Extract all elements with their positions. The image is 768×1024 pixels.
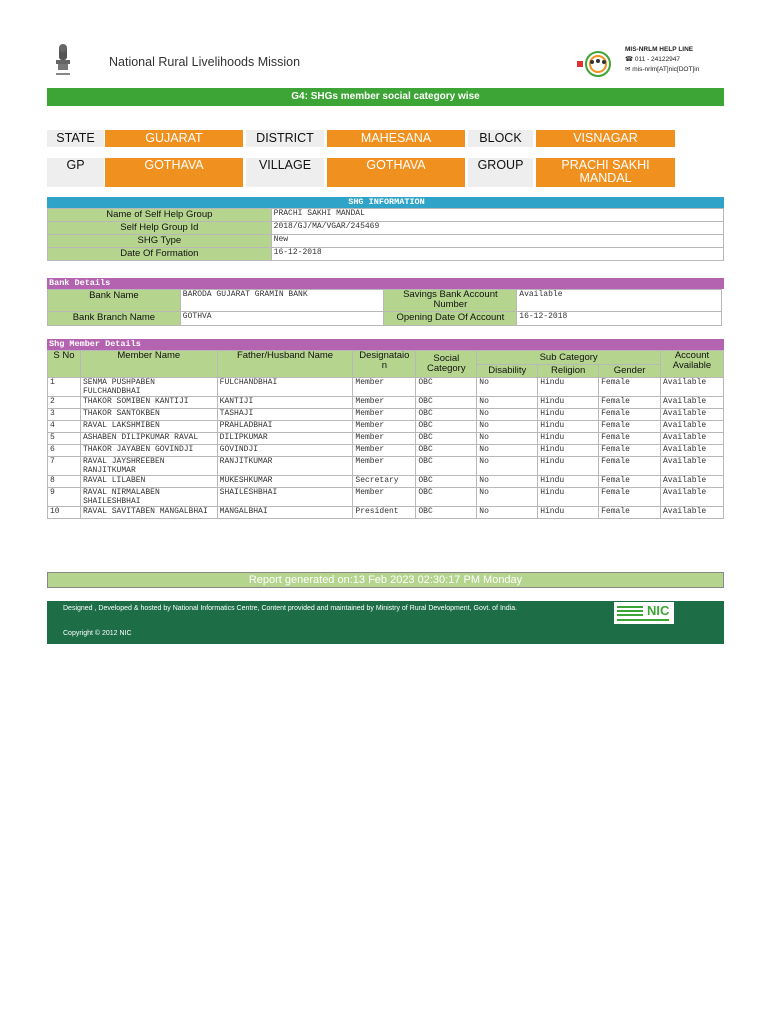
cell-religion: Hindu <box>538 488 599 507</box>
footer-credits: Designed , Developed & hosted by National Informatics Centre, Content provided and maintained by Ministry of Rural Development, Govt. of India. <box>63 605 518 612</box>
member-details-heading: Shg Member Details <box>47 339 724 350</box>
cell-account: Available <box>661 397 724 409</box>
cell-religion: Hindu <box>538 421 599 433</box>
cell-father-name: MUKESHKUMAR <box>217 476 353 488</box>
member-row <box>48 488 724 507</box>
shg-info-table <box>47 208 724 261</box>
member-row <box>48 445 724 457</box>
col-sno: S No <box>48 351 81 378</box>
member-row <box>48 378 724 397</box>
cell-social-category: OBC <box>416 445 477 457</box>
helpline-title: MIS-NRLM HELP LINE <box>625 46 694 53</box>
opening-date-label: Opening Date Of Account <box>384 312 517 326</box>
cell-gender: Female <box>599 457 661 476</box>
gp-label: GP <box>47 158 104 187</box>
location-row-2 <box>47 158 677 184</box>
cell-religion: Hindu <box>538 476 599 488</box>
cell-gender: Female <box>599 445 661 457</box>
savings-account-label: Savings Bank Account Number <box>384 290 517 312</box>
shg-info-label: Self Help Group Id <box>48 222 272 235</box>
cell-religion: Hindu <box>538 409 599 421</box>
shg-info-heading: SHG INFORMATION <box>47 197 724 208</box>
cell-social-category: OBC <box>416 433 477 445</box>
col-disability: Disability <box>477 365 538 378</box>
footer-copyright: Copyright © 2012 NIC <box>63 630 132 637</box>
cell-social-category: OBC <box>416 421 477 433</box>
cell-member-name: THAKOR SANTOKBEN <box>80 409 217 421</box>
cell-gender: Female <box>599 409 661 421</box>
bank-branch-value: GOTHVA <box>180 312 384 326</box>
cell-gender: Female <box>599 488 661 507</box>
national-emblem-icon <box>53 42 73 80</box>
bank-details-heading: Bank Details <box>47 278 724 289</box>
gp-value: GOTHAVA <box>105 158 243 187</box>
cell-disability: No <box>477 421 538 433</box>
shg-info-value: 2018/GJ/MA/VGAR/245469 <box>271 222 723 235</box>
cell-account: Available <box>661 488 724 507</box>
cell-designation: Member <box>353 488 416 507</box>
shg-info-row <box>48 222 724 235</box>
member-row <box>48 397 724 409</box>
col-account-available: Account Available <box>661 351 724 378</box>
cell-disability: No <box>477 409 538 421</box>
cell-father-name: MANGALBHAI <box>217 507 353 519</box>
cell-designation: Member <box>353 433 416 445</box>
cell-designation: Member <box>353 445 416 457</box>
state-label: STATE <box>47 130 104 147</box>
bank-name-label: Bank Name <box>48 290 181 312</box>
savings-account-value: Available <box>517 290 722 312</box>
col-designation: Designataio n <box>353 351 416 378</box>
shg-info-row <box>48 235 724 248</box>
cell-designation: Member <box>353 397 416 409</box>
location-row-1 <box>47 130 677 156</box>
report-generated-bar: Report generated on:13 Feb 2023 02:30:17 PM Monday <box>47 572 724 588</box>
page-header <box>47 0 724 85</box>
block-label: BLOCK <box>468 130 533 147</box>
cell-father-name: KANTIJI <box>217 397 353 409</box>
cell-member-name: RAVAL LAKSHMIBEN <box>80 421 217 433</box>
cell-disability: No <box>477 433 538 445</box>
helpline-email[interactable]: mis-nrlm[AT]nic[DOT]in <box>632 66 700 73</box>
cell-member-name: RAVAL JAYSHREEBEN RANJITKUMAR <box>80 457 217 476</box>
report-page <box>47 0 724 637</box>
cell-religion: Hindu <box>538 457 599 476</box>
col-sub-category: Sub Category <box>477 351 661 365</box>
cell-social-category: OBC <box>416 409 477 421</box>
shg-info-value: 16-12-2018 <box>271 248 723 261</box>
cell-member-name: RAVAL NIRMALABEN SHAILESHBHAI <box>80 488 217 507</box>
cell-account: Available <box>661 421 724 433</box>
shg-info-row <box>48 248 724 261</box>
cell-social-category: OBC <box>416 488 477 507</box>
bank-name-value: BARODA GUJARAT GRAMIN BANK <box>180 290 384 312</box>
col-gender: Gender <box>599 365 661 378</box>
shg-info-label: Date Of Formation <box>48 248 272 261</box>
shg-info-label: SHG Type <box>48 235 272 248</box>
cell-sno: 8 <box>48 476 81 488</box>
cell-religion: Hindu <box>538 445 599 457</box>
member-row <box>48 476 724 488</box>
cell-social-category: OBC <box>416 476 477 488</box>
nrlm-logo-icon <box>573 49 623 79</box>
cell-disability: No <box>477 457 538 476</box>
cell-designation: Member <box>353 378 416 397</box>
site-title: National Rural Livelihoods Mission <box>109 55 301 69</box>
cell-religion: Hindu <box>538 397 599 409</box>
district-label: DISTRICT <box>246 130 324 147</box>
cell-father-name: DILIPKUMAR <box>217 433 353 445</box>
cell-father-name: TASHAJI <box>217 409 353 421</box>
group-value: PRACHI SAKHI MANDAL <box>536 158 675 187</box>
cell-disability: No <box>477 507 538 519</box>
cell-disability: No <box>477 445 538 457</box>
cell-account: Available <box>661 433 724 445</box>
cell-sno: 1 <box>48 378 81 397</box>
page-footer <box>47 601 724 644</box>
cell-sno: 5 <box>48 433 81 445</box>
cell-designation: Secretary <box>353 476 416 488</box>
cell-member-name: RAVAL SAVITABEN MANGALBHAI <box>80 507 217 519</box>
cell-sno: 9 <box>48 488 81 507</box>
village-value: GOTHAVA <box>327 158 465 187</box>
cell-gender: Female <box>599 433 661 445</box>
cell-designation: President <box>353 507 416 519</box>
cell-designation: Member <box>353 421 416 433</box>
cell-disability: No <box>477 397 538 409</box>
cell-member-name: THAKOR SOMIBEN KANTIJI <box>80 397 217 409</box>
col-father-name: Father/Husband Name <box>217 351 353 378</box>
cell-religion: Hindu <box>538 378 599 397</box>
cell-religion: Hindu <box>538 507 599 519</box>
cell-social-category: OBC <box>416 397 477 409</box>
cell-social-category: OBC <box>416 507 477 519</box>
cell-gender: Female <box>599 378 661 397</box>
village-label: VILLAGE <box>246 158 324 187</box>
cell-member-name: THAKOR JAYABEN GOVINDJI <box>80 445 217 457</box>
cell-member-name: ASHABEN DILIPKUMAR RAVAL <box>80 433 217 445</box>
state-value: GUJARAT <box>105 130 243 147</box>
cell-sno: 7 <box>48 457 81 476</box>
cell-account: Available <box>661 507 724 519</box>
cell-father-name: SHAILESHBHAI <box>217 488 353 507</box>
cell-disability: No <box>477 378 538 397</box>
cell-account: Available <box>661 445 724 457</box>
helpline-box <box>573 45 728 83</box>
member-table <box>47 350 724 519</box>
bank-details-table <box>47 289 722 326</box>
cell-sno: 2 <box>48 397 81 409</box>
shg-info-value: PRACHI SAKHI MANDAL <box>271 209 723 222</box>
cell-sno: 3 <box>48 409 81 421</box>
member-row <box>48 507 724 519</box>
col-religion: Religion <box>538 365 599 378</box>
cell-account: Available <box>661 378 724 397</box>
cell-sno: 6 <box>48 445 81 457</box>
shg-info-value: New <box>271 235 723 248</box>
cell-member-name: SENMA PUSHPABEN FULCHANDBHAI <box>80 378 217 397</box>
cell-designation: Member <box>353 409 416 421</box>
phone-icon: ☎ <box>625 56 634 63</box>
opening-date-value: 16-12-2018 <box>517 312 722 326</box>
cell-account: Available <box>661 409 724 421</box>
shg-info-label: Name of Self Help Group <box>48 209 272 222</box>
cell-father-name: FULCHANDBHAI <box>217 378 353 397</box>
cell-account: Available <box>661 457 724 476</box>
cell-father-name: PRAHLADBHAI <box>217 421 353 433</box>
cell-social-category: OBC <box>416 457 477 476</box>
nic-logo-text: NIC <box>647 603 670 618</box>
member-row <box>48 409 724 421</box>
cell-father-name: RANJITKUMAR <box>217 457 353 476</box>
report-title: G4: SHGs member social category wise <box>47 88 724 106</box>
cell-religion: Hindu <box>538 433 599 445</box>
cell-account: Available <box>661 476 724 488</box>
shg-info-row <box>48 209 724 222</box>
cell-sno: 4 <box>48 421 81 433</box>
cell-disability: No <box>477 476 538 488</box>
member-row <box>48 457 724 476</box>
cell-designation: Member <box>353 457 416 476</box>
block-value: VISNAGAR <box>536 130 675 147</box>
cell-member-name: RAVAL LILABEN <box>80 476 217 488</box>
district-value: MAHESANA <box>327 130 465 147</box>
email-icon: ✉ <box>625 66 631 73</box>
cell-gender: Female <box>599 397 661 409</box>
member-row <box>48 433 724 445</box>
cell-sno: 10 <box>48 507 81 519</box>
cell-gender: Female <box>599 476 661 488</box>
helpline-phone: 011 - 24122947 <box>634 56 680 63</box>
cell-disability: No <box>477 488 538 507</box>
cell-gender: Female <box>599 507 661 519</box>
group-label: GROUP <box>468 158 533 187</box>
col-social-category: Social Category <box>416 351 477 378</box>
cell-gender: Female <box>599 421 661 433</box>
bank-branch-label: Bank Branch Name <box>48 312 181 326</box>
col-member-name: Member Name <box>80 351 217 378</box>
member-row <box>48 421 724 433</box>
cell-father-name: GOVINDJI <box>217 445 353 457</box>
cell-social-category: OBC <box>416 378 477 397</box>
